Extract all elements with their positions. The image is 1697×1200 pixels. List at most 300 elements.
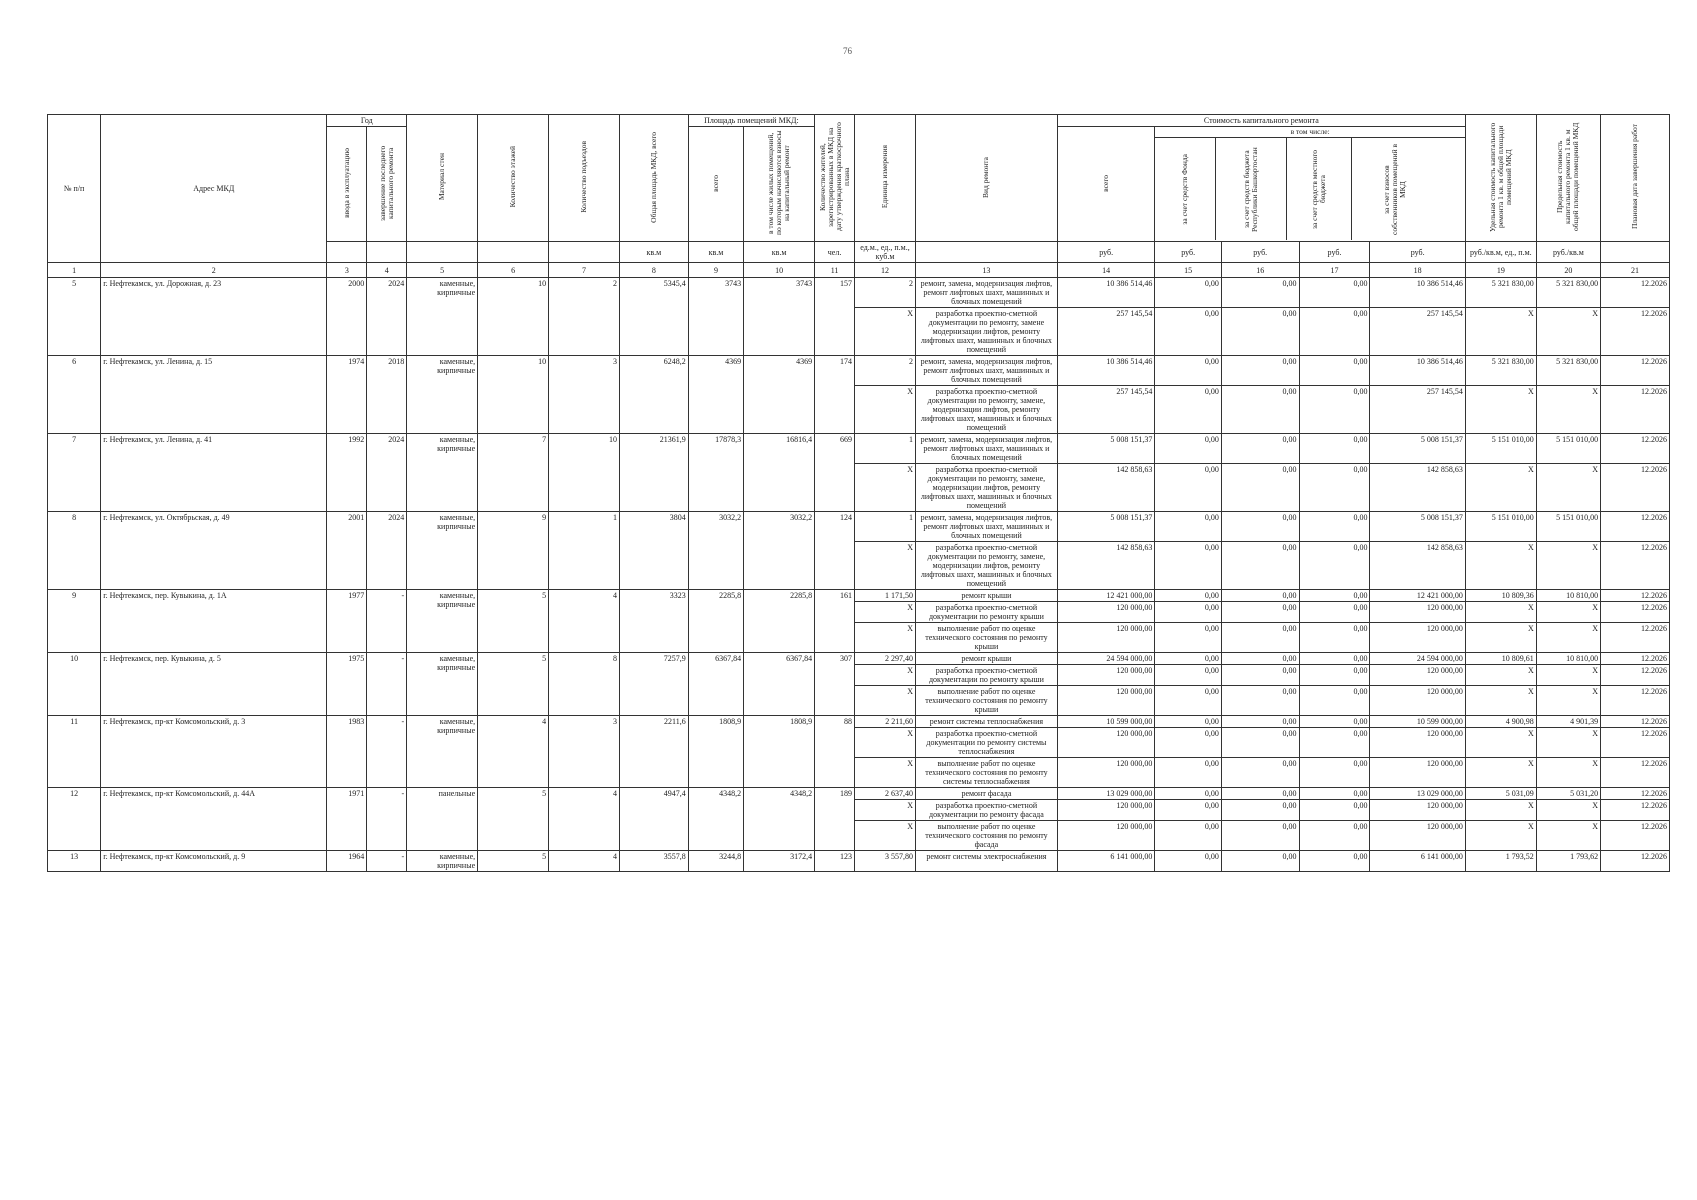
entrances-cell: 2 (549, 278, 620, 356)
cost-rb-cell: 0,00 (1221, 716, 1299, 728)
work-type-cell: разработка проектно-сметной документации по ремонту крыши (915, 665, 1057, 686)
premises-total-cell: 4348,2 (688, 788, 743, 851)
residents-cell: 307 (815, 653, 855, 716)
column-number: 8 (620, 263, 689, 278)
cost-rb-cell: 0,00 (1221, 665, 1299, 686)
unit-cell: руб. (1299, 242, 1370, 263)
entrances-cell: 4 (549, 851, 620, 872)
unit-value-cell: 2 637,40 (855, 788, 916, 800)
cost-local-cell: 0,00 (1299, 800, 1370, 821)
year-repair-cell: - (367, 653, 407, 716)
cost-fund-cell: 0,00 (1155, 686, 1222, 716)
cost-owners-cell: 10 599 000,00 (1370, 716, 1465, 728)
unit-value-cell: 3 557,80 (855, 851, 916, 872)
total-area-cell: 4947,4 (620, 788, 689, 851)
cost-fund-cell: 0,00 (1155, 356, 1222, 386)
planned-date-cell: 12.2026 (1601, 602, 1670, 623)
cost-fund-cell: 0,00 (1155, 665, 1222, 686)
max-cost-cell: X (1536, 464, 1600, 512)
planned-date-cell: 12.2026 (1601, 653, 1670, 665)
unit-value-cell: 1 (855, 512, 916, 542)
header-owners: за счет взносов собственников помещений в МКД (1382, 143, 1408, 235)
header-unit-cost: Удельная стоимость капитального ремонта 1 кв. м общей площади помещений МКД (1465, 115, 1536, 242)
cost-owners-cell: 120 000,00 (1370, 728, 1465, 758)
entrances-cell: 1 (549, 512, 620, 590)
cost-local-cell: 0,00 (1299, 602, 1370, 623)
address-cell: г. Нефтекамск, ул. Ленина, д. 41 (101, 434, 327, 512)
address-cell: г. Нефтекамск, ул. Октябрьская, д. 49 (101, 512, 327, 590)
cost-owners-cell: 6 141 000,00 (1370, 851, 1465, 872)
cost-total-cell: 120 000,00 (1057, 602, 1155, 623)
cost-local-cell: 0,00 (1299, 716, 1370, 728)
header-entrances: Количество подъездов (549, 115, 620, 242)
header-local-budget: за счет средств местного бюджета (1287, 138, 1352, 240)
year-repair-cell: - (367, 716, 407, 788)
unit-cost-cell: 4 900,98 (1465, 716, 1536, 728)
cost-owners-cell: 5 008 151,37 (1370, 434, 1465, 464)
cost-total-cell: 10 386 514,46 (1057, 278, 1155, 308)
row-number: 13 (48, 851, 101, 872)
header-rb-budget: за счет средств бюджета Республики Башкортостан (1216, 138, 1287, 240)
column-number: 11 (815, 263, 855, 278)
cost-fund-cell: 0,00 (1155, 728, 1222, 758)
cost-fund-cell: 0,00 (1155, 821, 1222, 851)
header-unit: Единица измерения (855, 115, 916, 242)
address-cell: г. Нефтекамск, пер. Кувыкина, д. 5 (101, 653, 327, 716)
year-repair-cell: 2024 (367, 278, 407, 356)
repair-plan-table (47, 114, 1670, 872)
material-cell: каменные, кирпичные (407, 434, 478, 512)
row-number: 12 (48, 788, 101, 851)
unit-cost-cell: 1 793,52 (1465, 851, 1536, 872)
cost-local-cell: 0,00 (1299, 308, 1370, 356)
work-type-cell: разработка проектно-сметной документации по ремонту, замене, модернизации лифтов, ремонту лифтовых шахт, машинных и блочных помещений (915, 542, 1057, 590)
cost-local-cell: 0,00 (1299, 758, 1370, 788)
cost-total-cell: 120 000,00 (1057, 728, 1155, 758)
max-cost-cell: X (1536, 728, 1600, 758)
cost-local-cell: 0,00 (1299, 851, 1370, 872)
total-area-cell: 3557,8 (620, 851, 689, 872)
column-number: 7 (549, 263, 620, 278)
cost-rb-cell: 0,00 (1221, 542, 1299, 590)
planned-date-cell: 12.2026 (1601, 308, 1670, 356)
header-max-cost: Предельная стоимость капитального ремонта 1 кв. м общей площади помещений МКД (1536, 115, 1600, 242)
cost-local-cell: 0,00 (1299, 542, 1370, 590)
page-number: 76 (843, 46, 852, 56)
unit-cost-cell: 5 321 830,00 (1465, 356, 1536, 386)
cost-owners-cell: 10 386 514,46 (1370, 278, 1465, 308)
unit-cost-cell: 5 151 010,00 (1465, 512, 1536, 542)
planned-date-cell: 12.2026 (1601, 665, 1670, 686)
address-cell: г. Нефтекамск, ул. Ленина, д. 15 (101, 356, 327, 434)
cost-rb-cell: 0,00 (1221, 788, 1299, 800)
column-number: 16 (1221, 263, 1299, 278)
unit-cell: чел. (815, 242, 855, 263)
cost-total-cell: 5 008 151,37 (1057, 434, 1155, 464)
cost-total-cell: 120 000,00 (1057, 800, 1155, 821)
cost-total-cell: 6 141 000,00 (1057, 851, 1155, 872)
cost-total-cell: 10 386 514,46 (1057, 356, 1155, 386)
cost-owners-cell: 5 008 151,37 (1370, 512, 1465, 542)
premises-total-cell: 3032,2 (688, 512, 743, 590)
header-year-commission: ввода в эксплуатацию (327, 127, 367, 242)
cost-rb-cell: 0,00 (1221, 464, 1299, 512)
premises-incl-cell: 1808,9 (744, 716, 815, 788)
unit-cost-cell: X (1465, 758, 1536, 788)
unit-cost-cell: X (1465, 308, 1536, 356)
header-premises-incl: в том числе жилых помещений, по которым начисляются взносы на капитальный ремонт (744, 127, 815, 242)
cost-local-cell: 0,00 (1299, 788, 1370, 800)
cost-local-cell: 0,00 (1299, 653, 1370, 665)
max-cost-cell: 5 151 010,00 (1536, 434, 1600, 464)
material-cell: каменные, кирпичные (407, 278, 478, 356)
premises-incl-cell: 3743 (744, 278, 815, 356)
cost-local-cell: 0,00 (1299, 386, 1370, 434)
table-header (48, 115, 1670, 278)
cost-fund-cell: 0,00 (1155, 851, 1222, 872)
planned-date-cell: 12.2026 (1601, 716, 1670, 728)
column-number: 4 (367, 263, 407, 278)
table-row (48, 434, 1670, 464)
cost-rb-cell: 0,00 (1221, 800, 1299, 821)
cost-total-cell: 257 145,54 (1057, 386, 1155, 434)
material-cell: каменные, кирпичные (407, 590, 478, 653)
unit-cell: руб. (1221, 242, 1299, 263)
cost-rb-cell: 0,00 (1221, 686, 1299, 716)
unit-value-cell: X (855, 728, 916, 758)
work-type-cell: выполнение работ по оценке технического состояния по ремонту системы теплоснабжения (915, 758, 1057, 788)
floors-cell: 5 (478, 788, 549, 851)
work-type-cell: ремонт фасада (915, 788, 1057, 800)
cost-fund-cell: 0,00 (1155, 788, 1222, 800)
cost-total-cell: 120 000,00 (1057, 686, 1155, 716)
unit-value-cell: 1 171,50 (855, 590, 916, 602)
unit-value-cell: X (855, 623, 916, 653)
residents-cell: 124 (815, 512, 855, 590)
cost-rb-cell: 0,00 (1221, 821, 1299, 851)
cost-local-cell: 0,00 (1299, 356, 1370, 386)
header-floors: Количество этажей (478, 115, 549, 242)
column-number: 6 (478, 263, 549, 278)
work-type-cell: разработка проектно-сметной документации по ремонту, замене, модернизации лифтов, ремонту лифтовых шахт, машинных и блочных помещений (915, 386, 1057, 434)
unit-cell (915, 242, 1057, 263)
cost-owners-cell: 10 386 514,46 (1370, 356, 1465, 386)
planned-date-cell: 12.2026 (1601, 590, 1670, 602)
total-area-cell: 5345,4 (620, 278, 689, 356)
cost-fund-cell: 0,00 (1155, 590, 1222, 602)
row-number: 7 (48, 434, 101, 512)
cost-total-cell: 142 858,63 (1057, 464, 1155, 512)
header-address: Адрес МКД (101, 115, 327, 263)
cost-owners-cell: 120 000,00 (1370, 623, 1465, 653)
premises-incl-cell: 3032,2 (744, 512, 815, 590)
header-incl-label: в том числе: (1155, 127, 1464, 138)
max-cost-cell: X (1536, 623, 1600, 653)
year-commission-cell: 1975 (327, 653, 367, 716)
column-number: 2 (101, 263, 327, 278)
header-residents: Количество жителей, зарегистрированных в МКД на дату утверждения краткосрочного плана (815, 115, 855, 242)
cost-local-cell: 0,00 (1299, 665, 1370, 686)
table-row (48, 356, 1670, 386)
unit-value-cell: X (855, 686, 916, 716)
cost-rb-cell: 0,00 (1221, 728, 1299, 758)
unit-cost-cell: X (1465, 665, 1536, 686)
cost-owners-cell: 120 000,00 (1370, 821, 1465, 851)
unit-cell: руб./кв.м (1536, 242, 1600, 263)
column-number: 5 (407, 263, 478, 278)
row-number: 6 (48, 356, 101, 434)
column-number: 13 (915, 263, 1057, 278)
unit-value-cell: X (855, 602, 916, 623)
work-type-cell: разработка проектно-сметной документации по ремонту системы теплоснабжения (915, 728, 1057, 758)
unit-cost-cell: 10 809,36 (1465, 590, 1536, 602)
cost-total-cell: 13 029 000,00 (1057, 788, 1155, 800)
unit-cost-cell: X (1465, 821, 1536, 851)
cost-rb-cell: 0,00 (1221, 851, 1299, 872)
premises-total-cell: 4369 (688, 356, 743, 434)
planned-date-cell: 12.2026 (1601, 278, 1670, 308)
year-repair-cell: 2024 (367, 434, 407, 512)
entrances-cell: 4 (549, 788, 620, 851)
row-number: 11 (48, 716, 101, 788)
cost-owners-cell: 142 858,63 (1370, 464, 1465, 512)
premises-total-cell: 3244,8 (688, 851, 743, 872)
year-repair-cell: - (367, 590, 407, 653)
column-number: 17 (1299, 263, 1370, 278)
unit-cell (1601, 242, 1670, 263)
premises-total-cell: 2285,8 (688, 590, 743, 653)
cost-local-cell: 0,00 (1299, 590, 1370, 602)
total-area-cell: 2211,6 (620, 716, 689, 788)
planned-date-cell: 12.2026 (1601, 788, 1670, 800)
cost-rb-cell: 0,00 (1221, 386, 1299, 434)
unit-value-cell: X (855, 386, 916, 434)
residents-cell: 174 (815, 356, 855, 434)
floors-cell: 5 (478, 653, 549, 716)
max-cost-cell: 10 810,00 (1536, 653, 1600, 665)
premises-incl-cell: 6367,84 (744, 653, 815, 716)
material-cell: каменные, кирпичные (407, 512, 478, 590)
floors-cell: 9 (478, 512, 549, 590)
premises-total-cell: 3743 (688, 278, 743, 356)
cost-rb-cell: 0,00 (1221, 512, 1299, 542)
cost-owners-cell: 24 594 000,00 (1370, 653, 1465, 665)
year-repair-cell: 2018 (367, 356, 407, 434)
work-type-cell: разработка проектно-сметной документации по ремонту фасада (915, 800, 1057, 821)
unit-cost-cell: X (1465, 386, 1536, 434)
cost-rb-cell: 0,00 (1221, 653, 1299, 665)
column-number: 3 (327, 263, 367, 278)
cost-fund-cell: 0,00 (1155, 716, 1222, 728)
unit-cost-cell: X (1465, 542, 1536, 590)
unit-cell: руб. (1155, 242, 1222, 263)
unit-cell: кв.м (688, 242, 743, 263)
planned-date-cell: 12.2026 (1601, 386, 1670, 434)
cost-local-cell: 0,00 (1299, 464, 1370, 512)
planned-date-cell: 12.2026 (1601, 464, 1670, 512)
header-work-type: Вид ремонта (915, 115, 1057, 242)
year-commission-cell: 1992 (327, 434, 367, 512)
year-commission-cell: 1974 (327, 356, 367, 434)
max-cost-cell: X (1536, 542, 1600, 590)
residents-cell: 123 (815, 851, 855, 872)
cost-total-cell: 120 000,00 (1057, 665, 1155, 686)
unit-value-cell: 2 (855, 356, 916, 386)
header-no: № п/п (48, 115, 101, 263)
unit-cell: ед.м., ед., п.м., куб.м (855, 242, 916, 263)
row-number: 10 (48, 653, 101, 716)
total-area-cell: 7257,9 (620, 653, 689, 716)
column-number: 1 (48, 263, 101, 278)
work-type-cell: ремонт крыши (915, 590, 1057, 602)
premises-incl-cell: 16816,4 (744, 434, 815, 512)
cost-owners-cell: 257 145,54 (1370, 308, 1465, 356)
entrances-cell: 8 (549, 653, 620, 716)
table-row (48, 716, 1670, 728)
cost-rb-cell: 0,00 (1221, 758, 1299, 788)
planned-date-cell: 12.2026 (1601, 542, 1670, 590)
planned-date-cell: 12.2026 (1601, 512, 1670, 542)
cost-local-cell: 0,00 (1299, 728, 1370, 758)
cost-fund-cell: 0,00 (1155, 602, 1222, 623)
table-row (48, 851, 1670, 872)
cost-owners-cell: 120 000,00 (1370, 665, 1465, 686)
unit-cell: руб. (1370, 242, 1465, 263)
column-number: 18 (1370, 263, 1465, 278)
address-cell: г. Нефтекамск, пр-кт Комсомольский, д. 3 (101, 716, 327, 788)
total-area-cell: 3804 (620, 512, 689, 590)
max-cost-cell: X (1536, 308, 1600, 356)
cost-owners-cell: 257 145,54 (1370, 386, 1465, 434)
cost-fund-cell: 0,00 (1155, 758, 1222, 788)
unit-value-cell: X (855, 821, 916, 851)
unit-value-cell: X (855, 800, 916, 821)
entrances-cell: 3 (549, 716, 620, 788)
entrances-cell: 10 (549, 434, 620, 512)
floors-cell: 7 (478, 434, 549, 512)
cost-total-cell: 10 599 000,00 (1057, 716, 1155, 728)
year-repair-cell: 2024 (367, 512, 407, 590)
cost-local-cell: 0,00 (1299, 512, 1370, 542)
floors-cell: 4 (478, 716, 549, 788)
residents-cell: 161 (815, 590, 855, 653)
work-type-cell: ремонт системы теплоснабжения (915, 716, 1057, 728)
premises-incl-cell: 2285,8 (744, 590, 815, 653)
premises-incl-cell: 4369 (744, 356, 815, 434)
cost-fund-cell: 0,00 (1155, 653, 1222, 665)
unit-value-cell: X (855, 665, 916, 686)
work-type-cell: ремонт, замена, модернизация лифтов, ремонт лифтовых шахт, машинных и блочных помещений (915, 278, 1057, 308)
work-type-cell: ремонт, замена, модернизация лифтов, ремонт лифтовых шахт, машинных и блочных помещений (915, 512, 1057, 542)
material-cell: каменные, кирпичные (407, 653, 478, 716)
cost-rb-cell: 0,00 (1221, 434, 1299, 464)
cost-owners-cell: 120 000,00 (1370, 800, 1465, 821)
unit-cost-cell: X (1465, 602, 1536, 623)
table-row (48, 653, 1670, 665)
unit-cost-cell: X (1465, 623, 1536, 653)
header-fund: за счет средств Фонда (1155, 138, 1216, 240)
year-commission-cell: 2001 (327, 512, 367, 590)
table-row (48, 278, 1670, 308)
premises-incl-cell: 3172,4 (744, 851, 815, 872)
work-type-cell: ремонт, замена, модернизация лифтов, ремонт лифтовых шахт, машинных и блочных помещений (915, 356, 1057, 386)
cost-local-cell: 0,00 (1299, 278, 1370, 308)
premises-total-cell: 6367,84 (688, 653, 743, 716)
unit-cell (367, 242, 407, 263)
unit-cost-cell: 5 031,09 (1465, 788, 1536, 800)
premises-total-cell: 17878,3 (688, 434, 743, 512)
work-type-cell: выполнение работ по оценке технического состояния по ремонту фасада (915, 821, 1057, 851)
header-premises: Площадь помещений МКД: (688, 115, 814, 127)
unit-cost-cell: 5 321 830,00 (1465, 278, 1536, 308)
cost-total-cell: 120 000,00 (1057, 821, 1155, 851)
unit-cost-cell: X (1465, 686, 1536, 716)
max-cost-cell: X (1536, 800, 1600, 821)
cost-total-cell: 120 000,00 (1057, 623, 1155, 653)
column-number: 21 (1601, 263, 1670, 278)
planned-date-cell: 12.2026 (1601, 434, 1670, 464)
max-cost-cell: 4 901,39 (1536, 716, 1600, 728)
cost-owners-cell: 120 000,00 (1370, 686, 1465, 716)
cost-total-cell: 5 008 151,37 (1057, 512, 1155, 542)
entrances-cell: 3 (549, 356, 620, 434)
cost-fund-cell: 0,00 (1155, 308, 1222, 356)
floors-cell: 10 (478, 278, 549, 356)
year-commission-cell: 1964 (327, 851, 367, 872)
cost-rb-cell: 0,00 (1221, 590, 1299, 602)
cost-fund-cell: 0,00 (1155, 464, 1222, 512)
cost-total-cell: 142 858,63 (1057, 542, 1155, 590)
year-commission-cell: 1971 (327, 788, 367, 851)
address-cell: г. Нефтекамск, пр-кт Комсомольский, д. 44А (101, 788, 327, 851)
unit-cost-cell: 10 809,61 (1465, 653, 1536, 665)
residents-cell: 669 (815, 434, 855, 512)
work-type-cell: разработка проектно-сметной документации по ремонту, замене модернизации лифтов, ремонту лифтовых шахт, машинных и блочных помещений (915, 308, 1057, 356)
unit-cell (407, 242, 478, 263)
cost-fund-cell: 0,00 (1155, 512, 1222, 542)
column-number: 14 (1057, 263, 1155, 278)
header-premises-total: всего (688, 127, 743, 242)
cost-local-cell: 0,00 (1299, 821, 1370, 851)
floors-cell: 5 (478, 851, 549, 872)
unit-cell (549, 242, 620, 263)
row-number: 9 (48, 590, 101, 653)
header-material: Материал стен (407, 115, 478, 242)
cost-owners-cell: 120 000,00 (1370, 758, 1465, 788)
header-year: Год (327, 115, 407, 127)
cost-owners-cell: 13 029 000,00 (1370, 788, 1465, 800)
row-number: 8 (48, 512, 101, 590)
unit-cell: кв.м (744, 242, 815, 263)
unit-value-cell: X (855, 758, 916, 788)
header-cost-total: всего (1057, 127, 1155, 242)
unit-cost-cell: 5 151 010,00 (1465, 434, 1536, 464)
planned-date-cell: 12.2026 (1601, 623, 1670, 653)
max-cost-cell: 5 321 830,00 (1536, 278, 1600, 308)
cost-owners-cell: 12 421 000,00 (1370, 590, 1465, 602)
column-number: 9 (688, 263, 743, 278)
year-commission-cell: 1983 (327, 716, 367, 788)
cost-rb-cell: 0,00 (1221, 308, 1299, 356)
cost-local-cell: 0,00 (1299, 434, 1370, 464)
work-type-cell: разработка проектно-сметной документации по ремонту, замене, модернизации лифтов, ремонту лифтовых шахт, машинных и блочных помещений (915, 464, 1057, 512)
header-incl (1155, 127, 1465, 242)
cost-local-cell: 0,00 (1299, 623, 1370, 653)
table-row (48, 590, 1670, 602)
planned-date-cell: 12.2026 (1601, 728, 1670, 758)
header-year-last-repair: завершение последнего капитального ремонта (367, 127, 407, 242)
planned-date-cell: 12.2026 (1601, 800, 1670, 821)
